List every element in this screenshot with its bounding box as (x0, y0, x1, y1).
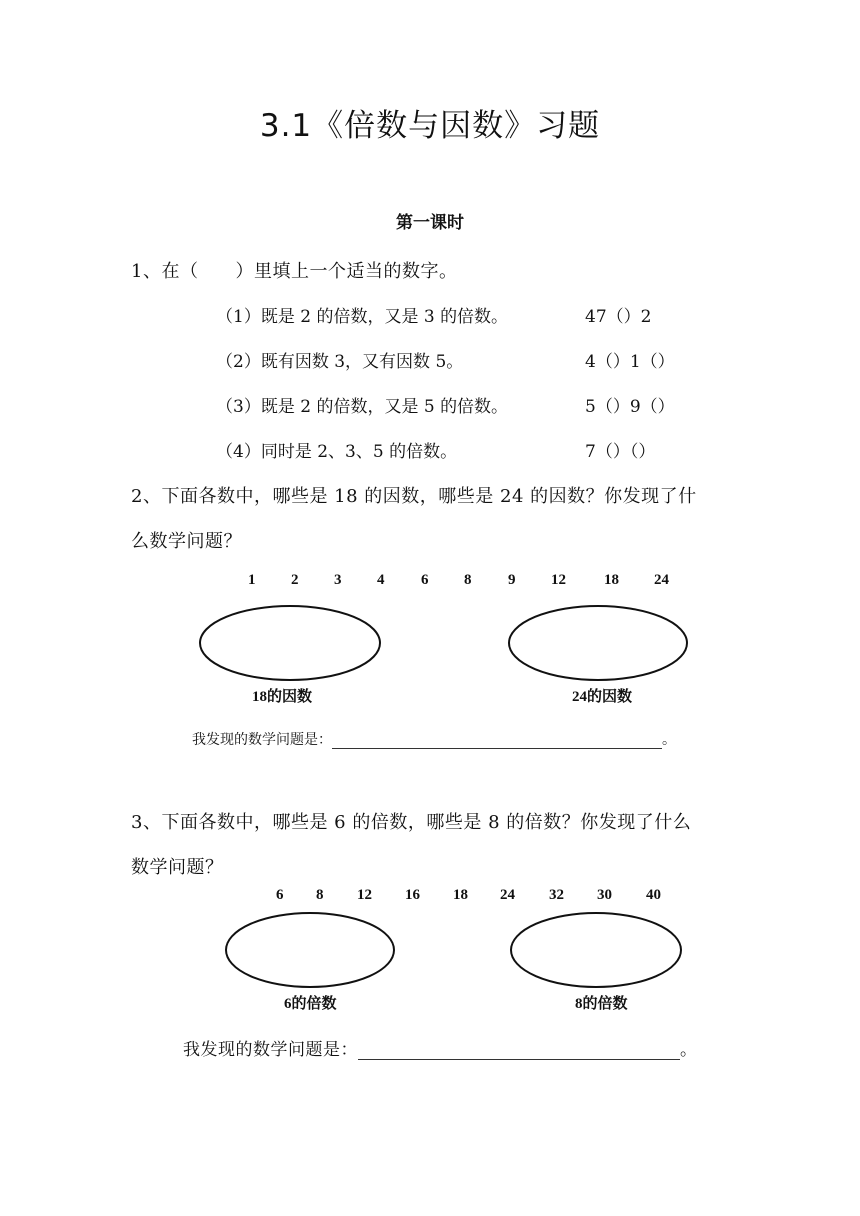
q2-number-2: 2 (291, 572, 299, 588)
q3-number-6: 24 (500, 887, 515, 903)
lesson-subtitle: 第一课时 (396, 213, 464, 233)
q3-number-5: 18 (453, 887, 468, 903)
q2-finding-end: 。 (662, 732, 676, 748)
q3-right-oval[interactable] (509, 910, 683, 990)
q3-number-7: 32 (549, 887, 564, 903)
q2-finding-row (192, 729, 676, 749)
q1-prompt: 1、在（ ）里填上一个适当的数字。 (131, 261, 458, 282)
q2-number-7: 9 (508, 572, 516, 588)
q1-item-1-text: （1）既是 2 的倍数，又是 3 的倍数。 (216, 307, 509, 327)
q3-finding-blank[interactable] (358, 1042, 680, 1060)
q3-prompt-line1: 3、下面各数中，哪些是 6 的倍数，哪些是 8 的倍数？你发现了什么 (131, 812, 692, 833)
q2-prompt-line1: 2、下面各数中，哪些是 18 的因数，哪些是 24 的因数？你发现了什 (131, 486, 697, 507)
q3-left-label: 6的倍数 (284, 996, 337, 1012)
q1-item-3-text: （3）既是 2 的倍数，又是 5 的倍数。 (216, 397, 509, 417)
q2-number-9: 18 (604, 572, 619, 588)
q3-number-8: 30 (597, 887, 612, 903)
q3-number-2: 8 (316, 887, 324, 903)
q2-left-label: 18的因数 (252, 689, 313, 705)
q1-item-4-text: （4）同时是 2、3、5 的倍数。 (216, 442, 458, 462)
q2-right-label: 24的因数 (572, 689, 633, 705)
q3-left-oval[interactable] (224, 910, 396, 990)
q2-right-oval[interactable] (507, 603, 691, 683)
q2-number-8: 12 (551, 572, 566, 588)
q1-item-3-answer: 5（）9（） (585, 397, 675, 417)
q2-number-4: 4 (377, 572, 385, 588)
q3-finding-label: 我发现的数学问题是： (183, 1040, 358, 1060)
q1-item-2-text: （2）既有因数 3，又有因数 5。 (216, 352, 464, 372)
q1-item-1-answer: 47（）2 (585, 307, 652, 327)
q3-prompt-line2: 数学问题？ (131, 857, 224, 878)
q2-number-5: 6 (421, 572, 429, 588)
q1-item-2-answer: 4（）1（） (585, 352, 675, 372)
q3-number-4: 16 (405, 887, 420, 903)
q3-number-1: 6 (276, 887, 284, 903)
q2-finding-blank[interactable] (332, 734, 662, 749)
q3-finding-row (183, 1035, 698, 1060)
q1-item-4-answer: 7（）（） (585, 442, 656, 462)
page-title: 3.1《倍数与因数》习题 (259, 108, 601, 144)
q3-number-3: 12 (357, 887, 372, 903)
q2-number-6: 8 (464, 572, 472, 588)
q2-number-10: 24 (654, 572, 669, 588)
q2-number-1: 1 (248, 572, 256, 588)
q2-left-oval[interactable] (198, 603, 383, 683)
q2-number-3: 3 (334, 572, 342, 588)
q3-right-label: 8的倍数 (575, 996, 628, 1012)
q2-finding-label: 我发现的数学问题是： (192, 732, 332, 748)
q2-prompt-line2: 么数学问题？ (131, 531, 242, 552)
q3-finding-end: 。 (680, 1040, 698, 1060)
q3-number-9: 40 (646, 887, 661, 903)
